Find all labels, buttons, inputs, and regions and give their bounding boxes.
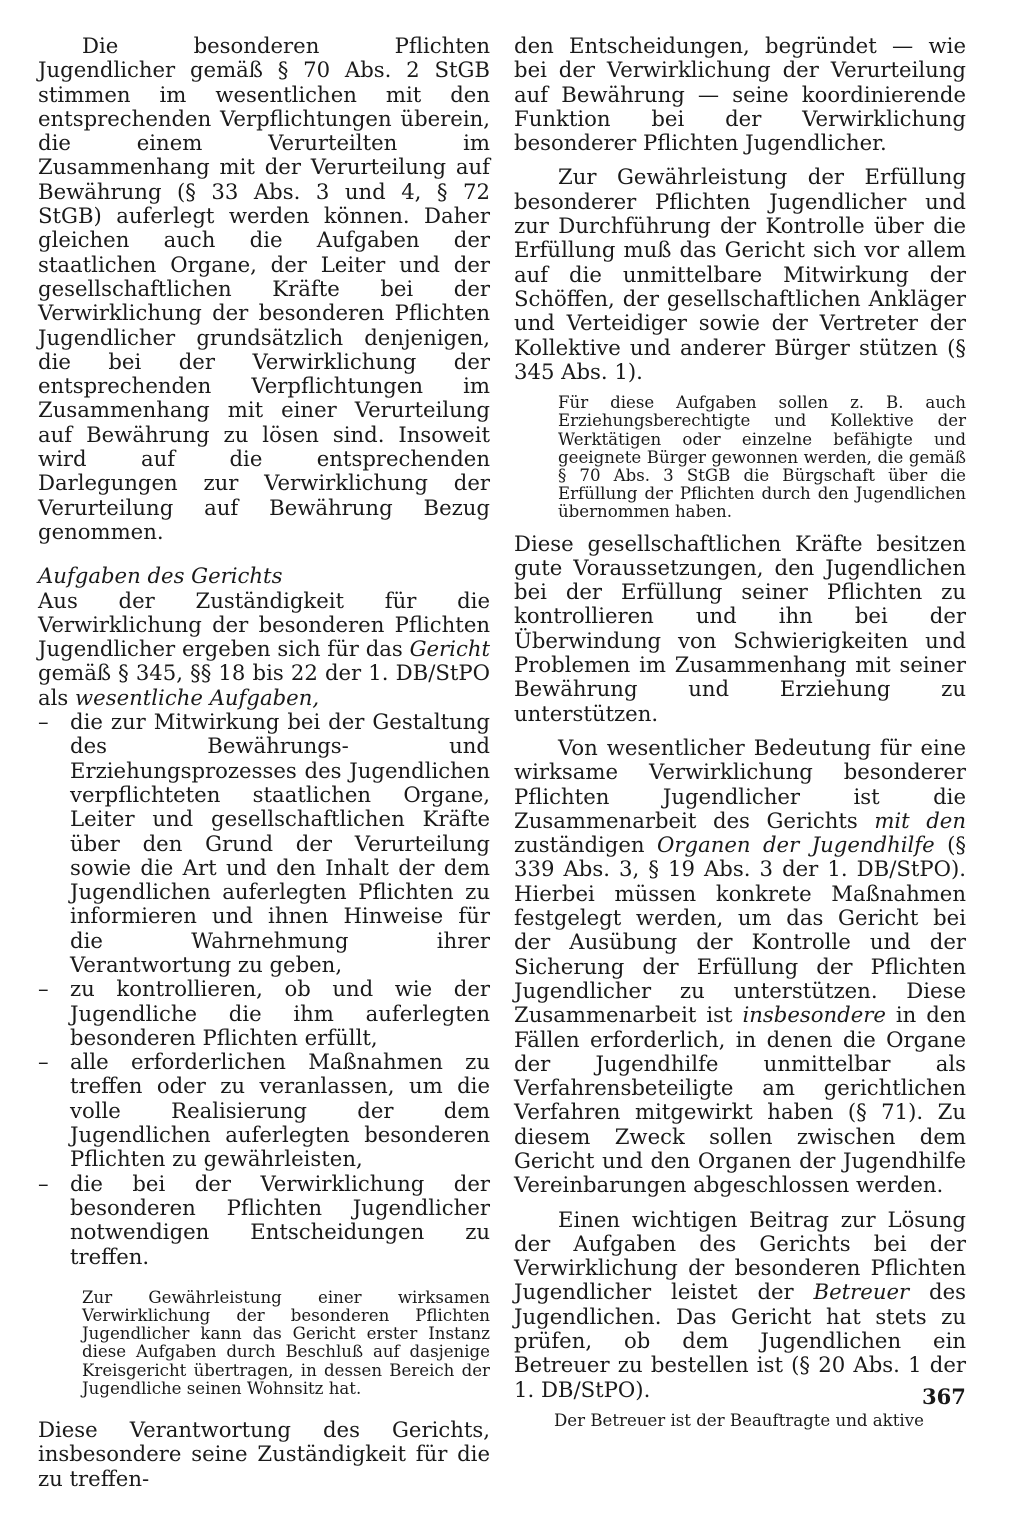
paragraph-youth-welfare: Von wesentlicher Bedeutung für eine wirksame Verwirklichung besonderer Pflichten Jugendlicher ist die Zusammenarbeit des Gerichts mit den zuständigen Organen der Jugendhilfe (§ 339 Abs. 3, § 19 Abs. 3 der 1. DB/StPO). Hierbei müssen konkrete Maßnahmen festgelegt werden, um das Gericht bei der Ausübung der Kontrolle und der Sicherung der Erfüllung der Pflichten Jugendlicher zu unterstützen. Diese Zusammenarbeit ist insbesondere in den Fällen erforderlich, in denen die Organe der Jugendhilfe unmittelbar als Verfahrensbeteiligte am gerichtlichen Verfahren mitgewirkt haben (§ 71). Zu diesem Zweck sollen zwischen dem Gericht und den Organen der Jugendhilfe Vereinbarungen abgeschlossen werden. xyxy=(514,734,966,1198)
list-item: – alle erforderlichen Maßnahmen zu treffen oder zu veranlassen, um die volle Realisierung der dem Jugendlichen auferlegten besonderen Pflichten zu gewährleisten, xyxy=(38,1049,490,1172)
note-transfer: Zur Gewährleistung einer wirksamen Verwirklichung der besonderen Pflichten Jugendlicher kann das Gericht erster Instanz diese Aufgaben durch Beschluß auf dasjenige Kreisgericht übertragen, in dessen Bereich der Jugendliche seinen Wohnsitz hat. xyxy=(82,1287,490,1398)
paragraph-supervisor: Einen wichtigen Beitrag zur Lösung der Aufgaben des Gerichts bei der Verwirklichung der besonderen Pflichten Jugendlicher leistet der Betreuer des Jugendlichen. Das Gericht hat stets zu prüfen, ob dem Jugendlichen ein Betreuer zu bestellen ist (§ 20 Abs. 1 der 1. DB/StPO). xyxy=(514,1206,966,1402)
paragraph-continuation: den Entscheidungen, begründet — wie bei der Verwirklichung der Verurteilung auf Bewährung — seine koordinierende Funktion bei der Verwirklichung besonderer Pflichten Jugendlicher. xyxy=(514,33,966,156)
paragraph-guarantee: Zur Gewährleistung der Erfüllung besonderer Pflichten Jugendlicher und zur Durchführung der Kontrolle über die Erfüllung muß das Gericht sich vor allem auf die unmittelbare Mitwirkung der Schöffen, der gesellschaftlichen Ankläger und Verteidiger sowie der Vertreter der Kollektive und anderer Bürger stützen (§ 345 Abs. 1). xyxy=(514,164,966,384)
task-list xyxy=(38,710,490,1269)
paragraph-responsibility: Diese Verantwortung des Gerichts, insbesondere seine Zuständigkeit für die zu treffen- xyxy=(38,1417,490,1491)
left-column xyxy=(38,34,490,1491)
right-column xyxy=(514,34,966,1430)
page-number: 367 xyxy=(922,1384,966,1409)
paragraph-social-forces: Diese gesellschaftlichen Kräfte besitzen gute Voraussetzungen, den Jugendlichen bei der Erfüllung seiner Pflichten zu kontrollieren und ihn bei der Überwindung von Schwierigkeiten und Problemen im Zusammenhang mit seiner Bewährung und Erziehung zu unterstützen. xyxy=(514,530,966,726)
section-heading: Aufgaben des Gerichts xyxy=(38,563,283,589)
list-item: – zu kontrollieren, ob und wie der Jugendliche die ihm auferlegten besonderen Pflichten erfüllt, xyxy=(38,976,490,1050)
dash-bullet: – xyxy=(38,976,49,1002)
note-guardians: Für diese Aufgaben sollen z. B. auch Erziehungsberechtigte und Kollektive der Werktätigen oder einzelne befähigte und geeignete Bürger gewonnen werden, die gemäß § 70 Abs. 3 StGB die Bürgschaft über die Erfüllung der Pflichten durch den Jugendlichen übernommen haben. xyxy=(558,393,966,522)
dash-bullet: – xyxy=(38,709,49,735)
list-item: – die zur Mitwirkung bei der Gestaltung des Bewährungs- und Erziehungsprozesses des Jugendlichen verpflichteten staatlichen Organe, Leiter und gesellschaftlichen Kräfte über den Grund der Verurteilung sowie die Art und den Inhalt der dem Jugendlichen auferlegten Pflichten zu informieren und ihnen Hinweise für die Wahrnehmung ihrer Verantwortung zu geben, xyxy=(38,709,490,977)
list-item: – die bei der Verwirklichung der besonderen Pflichten Jugendlicher notwendigen Entscheidungen zu treffen. xyxy=(38,1170,490,1269)
paragraph-supervisor-role: Der Betreuer ist der Beauftragte und aktive xyxy=(554,1410,924,1430)
dash-bullet: – xyxy=(38,1170,49,1196)
paragraph-intro: Die besonderen Pflichten Jugendlicher gemäß § 70 Abs. 2 StGB stimmen im wesentlichen mit den entsprechenden Verpflichtungen überein, die einem Verurteilten im Zusammenhang mit der Verurteilung auf Bewährung (§ 33 Abs. 3 und 4, § 72 StGB) auferlegt werden können. Daher gleichen auch die Aufgaben der staatlichen Organe, der Leiter und der gesellschaftlichen Kräfte bei der Verwirklichung der besonderen Pflichten Jugendlicher grundsätzlich denjenigen, die bei der Verwirklichung der entsprechenden Verpflichtungen im Zusammenhang mit einer Verurteilung auf Bewährung zu lösen sind. Insoweit wird auf die entsprechenden Darlegungen zur Verwirklichung der Verurteilung auf Bewährung Bezug genommen. xyxy=(38,33,490,544)
paragraph-court-tasks: Aus der Zuständigkeit für die Verwirklichung der besonderen Pflichten Jugendlicher ergeben sich für das Gericht gemäß § 345, §§ 18 bis 22 der 1. DB/StPO als wesentliche Aufgaben, xyxy=(38,587,490,710)
dash-bullet: – xyxy=(38,1049,49,1075)
